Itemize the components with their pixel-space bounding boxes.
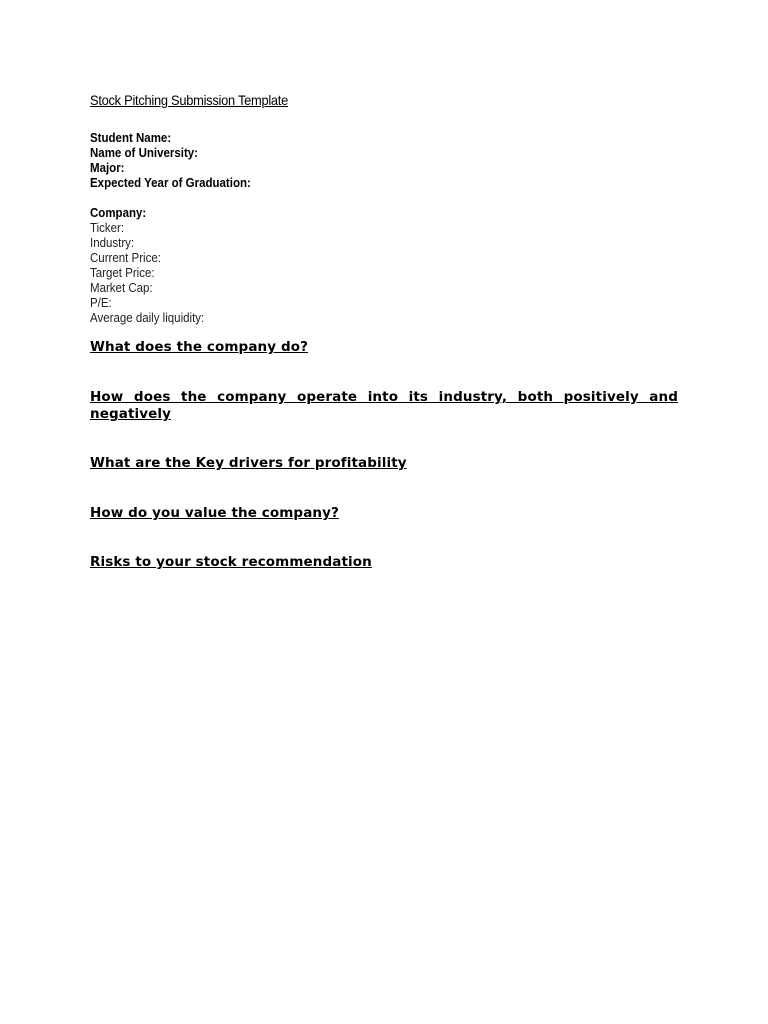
graduation-year-label: Expected Year of Graduation: <box>90 176 251 190</box>
university-label: Name of University: <box>90 146 199 160</box>
current-price-label: Current Price: <box>90 251 161 265</box>
student-info-block <box>90 131 251 191</box>
document-page <box>90 0 678 1024</box>
student-name-label: Student Name: <box>90 131 172 145</box>
document-title: Stock Pitching Submission Template <box>90 92 289 108</box>
section-heading-profitability-drivers: What are the Key drivers for profitability <box>90 455 407 471</box>
market-cap-label: Market Cap: <box>90 281 153 295</box>
company-label: Company: <box>90 206 147 220</box>
section-heading-risks: Risks to your stock recommendation <box>90 554 372 570</box>
company-info-block <box>90 206 204 326</box>
section-heading-valuation: How do you value the company? <box>90 505 339 521</box>
target-price-label: Target Price: <box>90 266 155 280</box>
section-heading-industry-operation: How does the company operate into its industry, both positively and negatively <box>90 389 678 422</box>
section-heading-company-description: What does the company do? <box>90 339 309 355</box>
ticker-label: Ticker: <box>90 221 125 235</box>
major-label: Major: <box>90 161 125 175</box>
pe-label: P/E: <box>90 296 112 310</box>
industry-label: Industry: <box>90 236 135 250</box>
liquidity-label: Average daily liquidity: <box>90 311 205 325</box>
